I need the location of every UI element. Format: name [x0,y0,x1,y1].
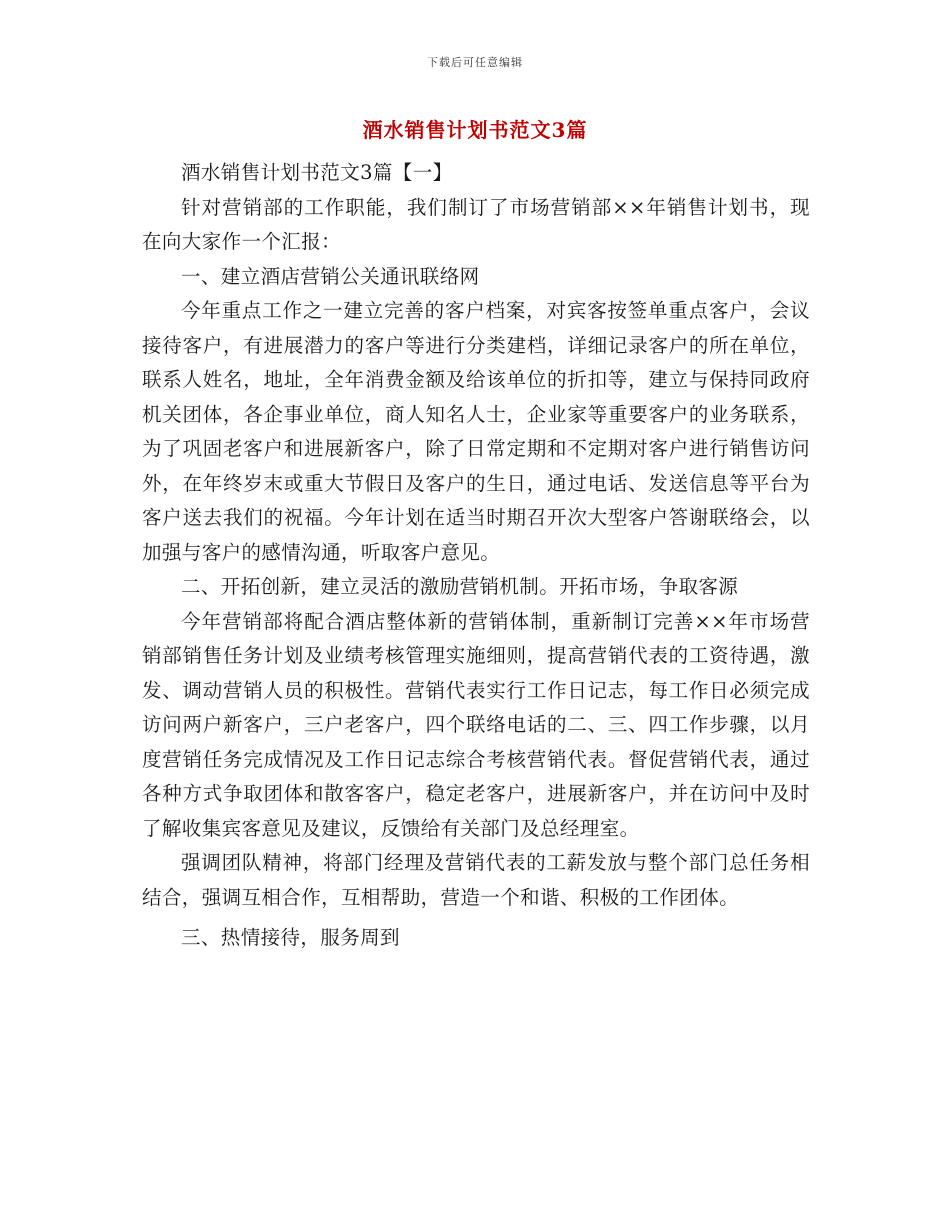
document-title: 酒水销售计划书范文3篇 [362,118,588,142]
document-body [142,156,810,956]
section-heading-1: 一、建立酒店营销公关通讯联络网 [181,264,480,288]
paragraph-customer-records: 今年重点工作之一建立完善的客户档案，对宾客按签单重点客户，会议接待客户，有进展潜力的客户等进行分类建档，详细记录客户的所在单位，联系人姓名，地址，全年消费金额及给该单位的折扣等，建立与保持同政府机关团体，各企事业单位，商人知名人士，企业家等重要客户的业务联系，为了巩固老客户和进展新客户，除了日常定期和不定期对客户进行销售访问外，在年终岁末或重大节假日及客户的生日，通过电话、发送信息等平台为客户送去我们的祝福。今年计划在适当时期召开次大型客户答谢联络会，以加强与客户的感情沟通，听取客户意见。 [142,299,810,564]
paragraph-marketing-system: 今年营销部将配合酒店整体新的营销体制，重新制订完善××年市场营销部销售任务计划及业绩考核管理实施细则，提高营销代表的工资待遇，激发、调动营销人员的积极性。营销代表实行工作日记志，每工作日必须完成访问两户新客户，三户老客户，四个联络电话的二、三、四工作步骤，以月度营销任务完成情况及工作日记志综合考核营销代表。督促营销代表，通过各种方式争取团体和散客客户，稳定老客户，进展新客户，并在访问中及时了解收集宾客意见及建议，反馈给有关部门及总经理室。 [142,609,810,840]
section-heading-3: 三、热情接待，服务周到 [181,926,400,949]
header-note: 下载后可任意编辑 [427,56,523,69]
intro-paragraph: 针对营销部的工作职能，我们制订了市场营销部××年销售计划书，现在向大家作一个汇报： [142,195,810,253]
section-heading-part-one: 酒水销售计划书范文3篇【一】 [181,161,453,184]
section-heading-2: 二、开拓创新，建立灵活的激励营销机制。开拓市场，争取客源 [181,575,739,598]
paragraph-team-spirit: 强调团队精神，将部门经理及营销代表的工薪发放与整个部门总任务相结合，强调互相合作，互相帮助，营造一个和谐、积极的工作团体。 [142,851,810,909]
